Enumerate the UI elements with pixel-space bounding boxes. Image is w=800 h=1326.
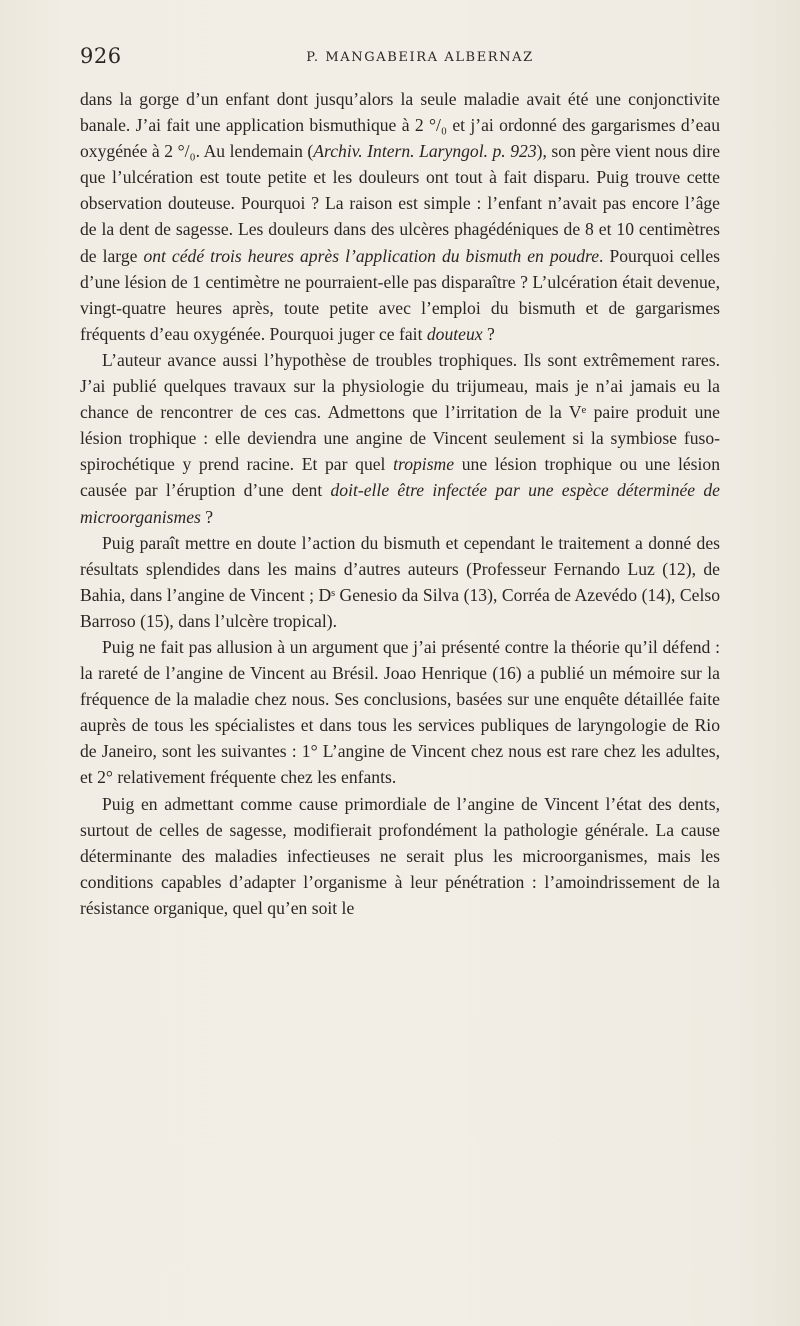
text-segment: ?: [482, 323, 495, 344]
paragraph-5: Puig en admettant comme cause primordiale de l’angine de Vincent l’état des dents, surtout de celles de sagesse, modifierait profondément la pathologie générale. La cause déterminante des maladies infectieuses ne serait plus les microorganismes, mais les conditions capables d’adapter l’organisme à leur pénétration : l’amoindrissement de la résistance organique, quel qu’en soit le: [80, 793, 720, 918]
citation-italic: Archiv. Intern. Laryngol. p. 923: [313, 141, 537, 162]
running-head: P. MANGABEIRA ALBERNAZ: [306, 50, 534, 65]
page-number: 926: [80, 44, 122, 68]
paragraph-4: Puig ne fait pas allusion à un argument que j’ai présenté contre la théorie qu’il défend : la rareté de l’angine de Vincent au Brésil. Joao Henrique (16) a publié un mémoire sur la fréquence de la maladie chez nous. Ses conclusions, basées sur une enquête détaillée faite auprès de tous les spécialistes et dans tous les services publiques de laryngologie de Rio de Janeiro, sont les suivantes : 1° L’angine de Vincent chez nous est rare chez les adultes, et 2° relativement fréquente chez les enfants.: [80, 636, 720, 788]
paragraph-1: [80, 86, 720, 347]
body-text: [80, 86, 720, 921]
text-segment: dans la gorge d’un enfant dont jusqu’alors la seule maladie avait été une conjonctivite banale. J’ai fait une application bismuthique à 2 °/₀ et j’ai ordonné des gargarismes d’eau oxygénée à 2 °/₀. Au lendemain (: [80, 89, 720, 162]
paragraph-2: [80, 347, 720, 530]
page-header: [80, 44, 720, 74]
text-segment: L’auteur avance aussi l’hypothèse de troubles trophiques. Ils sont extrêmement rares. J’ai publié quelques travaux sur la physiologie du trijumeau, mais je n’ai jamais eu la chance de rencontrer de ces cas. Admettons que l’irritation de la Vᵉ paire produit une lésion trophique : elle deviendra une angine de Vincent seulement si la symbiose fuso-spirochétique y prend racine. Et par quel: [80, 349, 720, 475]
emphasis-italic: douteux: [426, 323, 483, 344]
text-segment: une lésion trophique ou une lésion causée par l’éruption d’une dent: [80, 454, 720, 501]
text-segment: ?: [200, 506, 214, 527]
text-segment: ), son père vient nous dire que l’ulcération est toute petite et les douleurs ont tout à fait disparu. Puig trouve cette observation douteuse. Pourquoi ? La raison est simple : l’enfant n’avait pas encore l’âge de la dent de sagesse. Les douleurs dans des ulcères phagédéniques de 8 et 10 centimètres de large: [80, 141, 721, 266]
text-segment: . Pourquoi celles d’une lésion de 1 centimètre ne pourraient-elle pas disparaître ? L’ulcération était devenue, vingt-quatre heures après, toute petite avec l’emploi du bismuth et de gargarismes fréquents d’eau oxygénée. Pourquoi juger ce fait: [80, 245, 720, 344]
emphasis-italic: doit-elle être infectée par une espèce déterminée de microorganismes: [80, 480, 720, 527]
emphasis-italic: tropisme: [393, 454, 455, 475]
emphasis-italic: ont cédé trois heures après l’application du bismuth en poudre: [143, 245, 600, 266]
paragraph-3: Puig paraît mettre en doute l’action du bismuth et cependant le traitement a donné des résultats splendides dans les mains d’autres auteurs (Professeur Fernando Luz (12), de Bahia, dans l’angine de Vincent ; Dˢ Genesio da Silva (13), Corréa de Azevédo (14), Celso Barroso (15), dans l’ulcère tropical).: [80, 532, 720, 631]
